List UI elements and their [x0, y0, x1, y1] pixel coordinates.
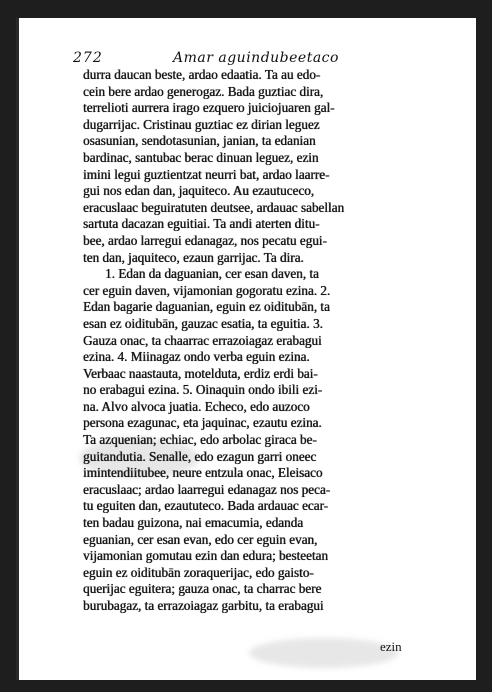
ink-bleed	[249, 638, 399, 668]
text-line: osasunian, sendotasunian, janian, ta edanian	[83, 133, 316, 149]
text-line: 1. Edan da daguanian, cer esan daven, ta	[105, 266, 319, 282]
text-line: dugarrijac. Cristinau guztiac ez dirian leguez	[83, 116, 320, 132]
text-line: ten dan, jaquiteco, ezaun garrijac. Ta dira.	[83, 249, 304, 265]
text-line: vijamonian gomutau ezin dan edura; besteetan	[83, 548, 328, 564]
text-line: gui nos edan dan, jaquiteco. Au ezautuceco,	[83, 183, 315, 199]
text-line: terrelioti aurrera irago ezquero juiciojuaren gal-	[83, 100, 335, 116]
text-line: querijac eguitera; gauza onac, ta charrac bere	[83, 581, 322, 597]
text-line: no erabagui ezina. 5. Oinaquin ondo ibili ezi-	[83, 382, 323, 398]
text-line: durra daucan beste, ardao edaatia. Ta au edo-	[83, 67, 321, 82]
text-line: Edan bagarie daguanian, eguin ez oiditubān, ta	[83, 299, 330, 315]
text-line: imintendiitubee, neure entzula onac, Eleisaco	[83, 465, 323, 481]
text-line: cein bere ardao generogaz. Bada guztiac dira,	[83, 83, 324, 99]
page-number: 272	[73, 50, 103, 66]
text-line: sartuta dacazan eguitiai. Ta andi aterten ditu-	[83, 216, 320, 232]
body-text	[83, 67, 423, 615]
text-line: bee, ardao larregui edanagaz, nos pecatu egui-	[83, 232, 327, 248]
text-line: bardinac, santubac berac dinuan leguez, ezin	[83, 149, 319, 165]
text-line: Verbaac naastauta, motelduta, erdiz erdi bai-	[83, 365, 318, 381]
text-line: eracuslaac; ardao laarregui edanagaz nos peca-	[83, 481, 331, 497]
text-line: ten badau guizona, nai emacumia, edanda	[83, 515, 304, 531]
text-line: persona ezagunac, eta jaquinac, ezautu ezina.	[83, 415, 322, 431]
text-line: eguanian, cer esan evan, edo cer eguin evan,	[83, 531, 318, 547]
text-line: esan ez oiditubān, gauzac esatia, ta eguitia. 3.	[83, 315, 323, 331]
text-line: imini legui guztientzat neurri bat, ardao laarre-	[83, 166, 330, 182]
text-line: na. Alvo alvoca juatia. Echeco, edo auzoco	[83, 398, 310, 414]
text-line: cer eguin daven, vijamonian gogoratu ezina. 2.	[83, 282, 331, 298]
text-line: Ta azquenian; echiac, edo arbolac giraca be-	[83, 432, 317, 448]
text-line: eguin ez oiditubān zoraquerijac, edo gaisto-	[83, 564, 314, 580]
text-line: eracuslaac beguiratuten deutsee, ardauac sabellan	[83, 199, 345, 215]
text-line: tu eguiten dan, ezaututeco. Bada ardauac ecar-	[83, 498, 329, 514]
running-head: Amar aguindubeetaco	[173, 50, 339, 66]
text-line: guitandutia. Senalle, edo ezagun garri oneec	[83, 448, 317, 464]
text-line: ezina. 4. Miinagaz ondo verba eguin ezina.	[83, 349, 310, 365]
text-line: burubagaz, ta errazoiagaz garbitu, ta erabagui	[83, 598, 324, 613]
catchword: ezin	[380, 639, 402, 654]
text-line: Gauza onac, ta chaarrac errazoiagaz erabagui	[83, 332, 322, 348]
